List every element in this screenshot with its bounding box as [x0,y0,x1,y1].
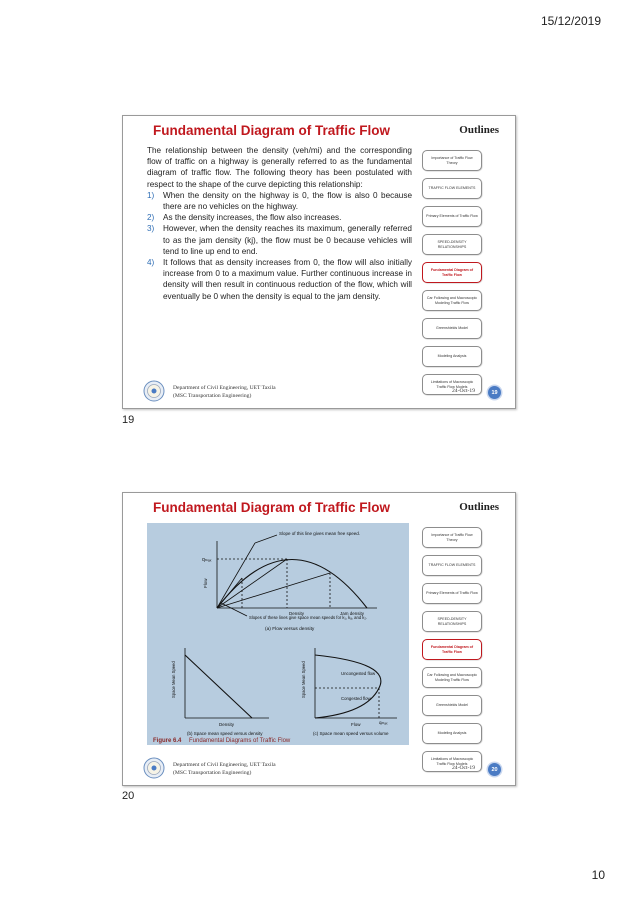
list-item [147,190,412,212]
list-number: 2) [147,213,155,223]
figure-caption: Fundamental Diagrams of Traffic Flow [189,738,291,744]
footer-date: 24-Oct-19 [452,388,475,394]
outline-item[interactable]: Modeling Analysis [422,723,482,744]
caption-c: (c) Space mean speed versus volume [313,731,389,736]
list-item [147,257,412,302]
panel-speed-vs-volume [315,648,397,718]
point-list [147,190,412,302]
list-text: However, when the density reaches its maximum, generally referred to as the jam density (kj), the flow must be 0 because vehicles will tend to line up end to end. [163,224,412,256]
slide-20 [122,492,516,786]
slide-19 [122,115,516,409]
figure-number: Figure 6.4 [153,738,182,744]
outline-item[interactable]: Car Following and Macroscopic Modeling Traffic Flow [422,290,482,311]
outline-item[interactable]: Limitations of Macroscopic Traffic Flow Models [422,751,482,772]
program-line: (MSC Transportation Engineering) [173,769,252,776]
fundamental-diagram-figure [147,523,409,745]
outline-sidebar [421,527,483,779]
list-number: 3) [147,224,155,234]
panel-speed-vs-density [185,648,269,718]
list-item [147,223,412,257]
outline-item[interactable]: Greenshields Model [422,318,482,339]
department-info [173,762,276,777]
slide-caption-number: 20 [122,790,135,802]
outline-item[interactable]: Primary Elements of Traffic Flow [422,583,482,604]
department-line: Department of Civil Engineering, UET Taxila [173,385,276,391]
department-line: Department of Civil Engineering, UET Taxila [173,762,276,768]
caption-a: (a) Flow versus density [265,627,315,632]
list-number: 1) [147,190,155,200]
intro-paragraph: The relationship between the density (veh/mi) and the corresponding flow of traffic on a highway is generally referred to as the fundamental diagram of traffic flow. The following theory has been postulated with respect to the shape of the curve depicting this relationship: [147,146,412,189]
program-line: (MSC Transportation Engineering) [173,392,252,399]
list-text: It follows that as density increases from 0, the flow will also initially increase from 0 to a maximum value. Further continuous increase in density will then result in continuous reduction of the flow, which will eventually be 0 when the density is equal to the jam density. [163,258,412,301]
flow-axis-label: Flow [203,578,208,588]
sms-axis-b: Space Mean Speed [171,661,176,698]
outline-item[interactable]: SPEED-DENSITY RELATIONSHIPS [422,234,482,255]
university-logo-icon [143,380,165,402]
department-info [173,385,276,400]
jam-density-label: Jam density [340,611,365,616]
slide-number-badge: 19 [488,386,501,399]
speed-density-line [185,655,252,718]
fan-note: Slopes of these lines give space mean speeds for k₁, kₐ, and k₂. [249,615,368,620]
slide-footer [123,755,515,785]
header-date: 15/12/2019 [540,14,601,28]
top-note: Slope of this line gives mean free speed. [279,531,361,536]
qmax-label: qₘₐₓ [202,557,212,563]
list-text: As the density increases, the flow also increases. [163,213,342,223]
list-item [147,212,412,223]
density-axis-label: Density [289,611,305,616]
slide-footer [123,378,515,408]
fan-note-leader [221,603,247,616]
sms-axis-c: Space Mean Speed [301,661,306,698]
footer-date: 24-Oct-19 [452,765,475,771]
list-text: When the density on the highway is 0, the flow is also 0 because there are no vehicles on the highway. [163,190,412,212]
outline-item[interactable]: SPEED-DENSITY RELATIONSHIPS [422,611,482,632]
outline-item[interactable]: Limitations of Macroscopic Traffic Flow Models [422,374,482,395]
panel-flow-vs-density [217,535,377,616]
diagram-graphic [147,523,409,745]
flow-axis-c-label: Flow [351,722,361,727]
list-number: 4) [147,258,155,268]
qmax-label-c: qₘₐₓ [379,720,388,725]
congested-label: Congested flow [341,696,371,701]
outline-item[interactable]: TRAFFIC FLOW ELEMENTS [422,555,482,576]
caption-b: (b) Space mean speed versus density [187,731,263,736]
speed-line-ka [217,559,287,608]
speed-volume-curve [315,655,381,718]
outline-item-active[interactable]: Fundamental Diagram of Traffic Flow [422,639,482,660]
outline-item[interactable]: Modeling Analysis [422,346,482,367]
slide-body [147,145,412,302]
page-number: 10 [591,868,605,882]
density-axis-b-label: Density [219,722,235,727]
uncongested-label: Uncongested flow [341,671,376,676]
outline-item[interactable]: Importance of Traffic Flow Theory [422,527,482,548]
outline-item[interactable]: Primary Elements of Traffic Flow [422,206,482,227]
outlines-heading: Outlines [459,124,499,136]
outline-item[interactable]: Car Following and Macroscopic Modeling Traffic Flow [422,667,482,688]
outline-item[interactable]: TRAFFIC FLOW ELEMENTS [422,178,482,199]
slide-number-badge: 20 [488,763,501,776]
top-note-leader [255,535,277,543]
outline-item[interactable]: Greenshields Model [422,695,482,716]
outline-item[interactable]: Importance of Traffic Flow Theory [422,150,482,171]
university-logo-icon [143,757,165,779]
slide-title: Fundamental Diagram of Traffic Flow [153,123,391,138]
outlines-heading: Outlines [459,501,499,513]
slide-caption-number: 19 [122,414,135,426]
outline-sidebar [421,150,483,402]
outline-item-active[interactable]: Fundamental Diagram of Traffic Flow [422,262,482,283]
slide-title: Fundamental Diagram of Traffic Flow [153,500,391,515]
